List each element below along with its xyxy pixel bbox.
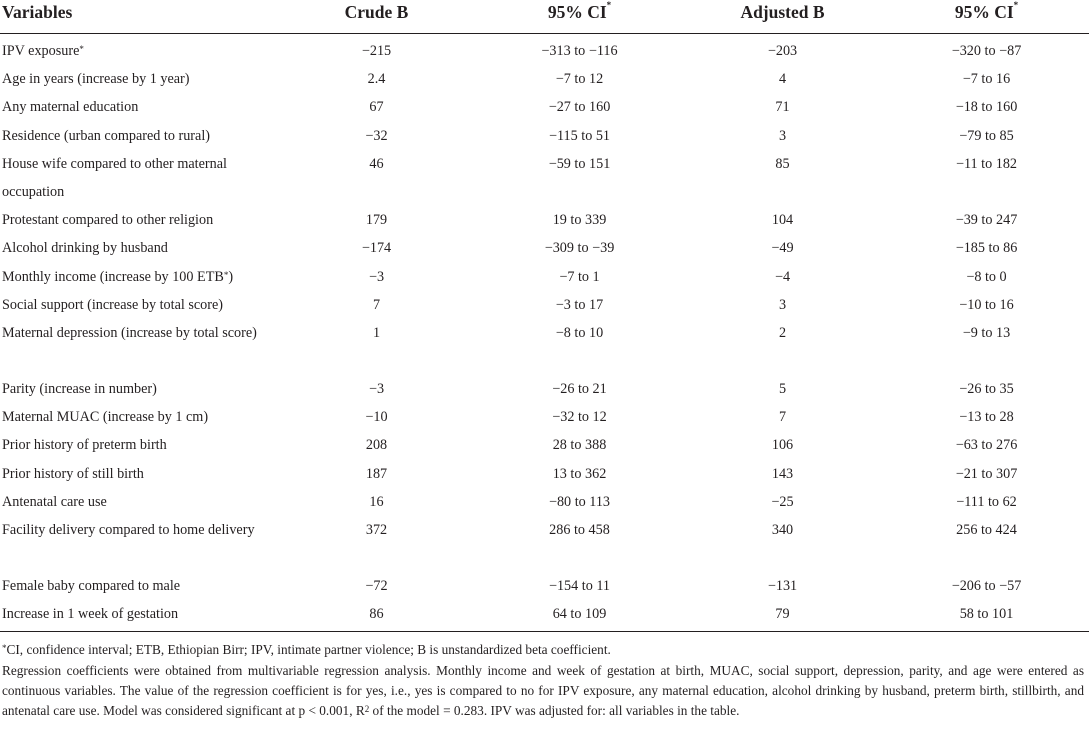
- header-adjusted-ci: 95% CI*: [954, 0, 1019, 22]
- cell-variable: Maternal depression (increase by total score): [2, 325, 257, 342]
- cell-crude-b: −72: [365, 578, 388, 595]
- cell-adjusted-b: −203: [767, 43, 798, 59]
- cell-crude-ci: 13 to 362: [552, 465, 607, 482]
- cell-variable: Prior history of still birth: [2, 465, 144, 482]
- cell-variable: Monthly income (increase by 100 ETB*): [2, 268, 234, 285]
- cell-crude-b: 7: [372, 296, 381, 313]
- cell-crude-ci: −27 to 160: [548, 99, 611, 116]
- cell-adjusted-ci: −21 to 307: [955, 465, 1018, 482]
- cell-variable: Social support (increase by total score): [2, 296, 224, 313]
- cell-adjusted-b: 106: [771, 437, 794, 454]
- table-row: [0, 375, 1089, 403]
- cell-variable: Alcohol drinking by husband: [2, 240, 168, 257]
- cell-crude-ci: −32 to 12: [552, 409, 607, 426]
- footnote-abbreviations: *CI, confidence interval; ETB, Ethiopian Birr; IPV, intimate partner violence; B is unstandardized beta coefficient.: [2, 642, 611, 657]
- cell-adjusted-ci: −7 to 16: [962, 71, 1011, 88]
- table-row: [0, 291, 1089, 319]
- cell-crude-b: −3: [368, 268, 385, 285]
- cell-adjusted-b: 143: [771, 465, 794, 482]
- cell-variable: IPV exposure*: [2, 43, 84, 59]
- cell-variable: Any maternal education: [2, 99, 139, 116]
- cell-crude-ci: 286 to 458: [549, 522, 610, 539]
- cell-crude-b: 1: [372, 325, 381, 342]
- table-row: [0, 93, 1089, 121]
- cell-adjusted-ci: −79 to 85: [959, 127, 1014, 144]
- cell-variable: Facility delivery compared to home delivery: [2, 522, 255, 539]
- cell-crude-ci: 64 to 109: [552, 606, 607, 623]
- table-body: [0, 34, 1089, 632]
- cell-variable: Maternal MUAC (increase by 1 cm): [2, 409, 209, 426]
- cell-crude-b: −32: [365, 127, 388, 144]
- cell-crude-b: −10: [365, 409, 388, 426]
- cell-crude-ci: 28 to 388: [552, 437, 607, 454]
- cell-crude-ci: 19 to 339: [552, 212, 607, 229]
- cell-variable: House wife compared to other maternal occupation: [2, 155, 227, 201]
- table-row: [0, 34, 1089, 66]
- table-row: [0, 600, 1089, 632]
- cell-adjusted-ci: −10 to 16: [959, 296, 1014, 313]
- table-row: [0, 122, 1089, 150]
- cell-crude-b: 16: [369, 493, 384, 510]
- header-crude-ci: 95% CI*: [547, 0, 612, 22]
- cell-crude-ci: −8 to 10: [555, 325, 604, 342]
- header-variables: Variables: [2, 2, 73, 22]
- cell-adjusted-b: 85: [775, 155, 790, 172]
- cell-adjusted-ci: −11 to 182: [955, 155, 1018, 172]
- table-notes: [2, 640, 1084, 721]
- cell-adjusted-ci: −13 to 28: [959, 409, 1014, 426]
- cell-adjusted-b: 3: [778, 127, 787, 144]
- cell-variable: Parity (increase in number): [2, 381, 157, 398]
- table-row: [0, 460, 1089, 488]
- table-row: [0, 431, 1089, 459]
- cell-crude-b: 2.4: [367, 71, 386, 88]
- table-row: [0, 516, 1089, 572]
- cell-crude-b: −3: [368, 381, 385, 398]
- cell-adjusted-b: −131: [767, 578, 798, 595]
- cell-adjusted-b: −4: [774, 268, 791, 285]
- cell-adjusted-ci: −111 to 62: [956, 493, 1017, 510]
- table-row: [0, 65, 1089, 93]
- header-crude-b: Crude B: [344, 2, 409, 22]
- table-row: [0, 488, 1089, 516]
- table-header-row: [0, 0, 1089, 34]
- cell-adjusted-b: 4: [778, 71, 787, 88]
- cell-crude-ci: −26 to 21: [552, 381, 607, 398]
- cell-variable: Antenatal care use: [2, 493, 107, 510]
- cell-crude-ci: −309 to −39: [544, 240, 615, 257]
- cell-crude-ci: −7 to 1: [559, 268, 600, 285]
- cell-adjusted-ci: −8 to 0: [966, 268, 1007, 285]
- cell-adjusted-ci: −39 to 247: [955, 212, 1018, 229]
- table-row: [0, 403, 1089, 431]
- cell-adjusted-ci: −185 to 86: [955, 240, 1018, 257]
- cell-crude-ci: −115 to 51: [548, 127, 611, 144]
- table-row: [0, 206, 1089, 234]
- cell-crude-b: 179: [365, 212, 388, 229]
- cell-variable: Age in years (increase by 1 year): [2, 71, 190, 88]
- cell-crude-ci: −59 to 151: [548, 155, 611, 172]
- cell-crude-b: 372: [365, 522, 388, 539]
- cell-adjusted-ci: −63 to 276: [955, 437, 1018, 454]
- cell-adjusted-b: 340: [771, 522, 794, 539]
- cell-crude-ci: −154 to 11: [548, 578, 611, 595]
- cell-adjusted-b: 5: [778, 381, 787, 398]
- table-row: [0, 150, 1089, 206]
- cell-adjusted-b: 71: [775, 99, 790, 116]
- cell-crude-ci: −80 to 113: [548, 493, 611, 510]
- cell-crude-b: 67: [369, 99, 384, 116]
- cell-crude-b: 187: [365, 465, 388, 482]
- cell-variable: Female baby compared to male: [2, 578, 181, 595]
- table-row: [0, 572, 1089, 600]
- table-row: [0, 234, 1089, 262]
- cell-crude-ci: −7 to 12: [555, 71, 604, 88]
- cell-crude-b: 208: [365, 437, 388, 454]
- cell-variable: Prior history of preterm birth: [2, 437, 167, 454]
- cell-crude-b: 46: [369, 155, 384, 172]
- cell-crude-b: −174: [361, 240, 392, 257]
- cell-adjusted-b: 2: [778, 325, 787, 342]
- cell-variable: Increase in 1 week of gestation: [2, 606, 179, 623]
- cell-crude-ci: −313 to −116: [541, 43, 618, 59]
- cell-adjusted-ci: −320 to −87: [951, 43, 1022, 59]
- cell-adjusted-b: −49: [771, 240, 794, 257]
- cell-crude-b: −215: [361, 43, 392, 59]
- cell-crude-b: 86: [369, 606, 384, 623]
- cell-variable: Protestant compared to other religion: [2, 212, 214, 229]
- cell-adjusted-ci: −18 to 160: [955, 99, 1018, 116]
- cell-adjusted-ci: −9 to 13: [962, 325, 1011, 342]
- cell-adjusted-b: −25: [771, 493, 794, 510]
- cell-adjusted-b: 7: [778, 409, 787, 426]
- cell-adjusted-ci: −206 to −57: [951, 578, 1022, 595]
- cell-adjusted-b: 3: [778, 296, 787, 313]
- cell-adjusted-b: 104: [771, 212, 794, 229]
- cell-adjusted-b: 79: [775, 606, 790, 623]
- cell-crude-ci: −3 to 17: [555, 296, 604, 313]
- cell-adjusted-ci: 256 to 424: [956, 522, 1017, 539]
- header-adjusted-b: Adjusted B: [740, 2, 825, 22]
- cell-adjusted-ci: 58 to 101: [959, 606, 1014, 623]
- cell-variable: Residence (urban compared to rural): [2, 127, 210, 144]
- table-row: [0, 319, 1089, 375]
- footnote-description: Regression coefficients were obtained from multivariable regression analysis. Monthly income and week of gestation at birth, MUAC, social support, depression, parity, and age were entered as continuous variables. The value of the regression coefficient is for yes, i.e., yes is compared to no for IPV exposure, any maternal education, alcohol drinking by husband, preterm birth, stillbirth, and antenatal care use. Model was considered significant at p < 0.001, $R^2$ of the model = 0.283. IPV was adjusted for: all variables in the table.: [2, 663, 1084, 718]
- table-row: [0, 263, 1089, 291]
- cell-adjusted-ci: −26 to 35: [959, 381, 1014, 398]
